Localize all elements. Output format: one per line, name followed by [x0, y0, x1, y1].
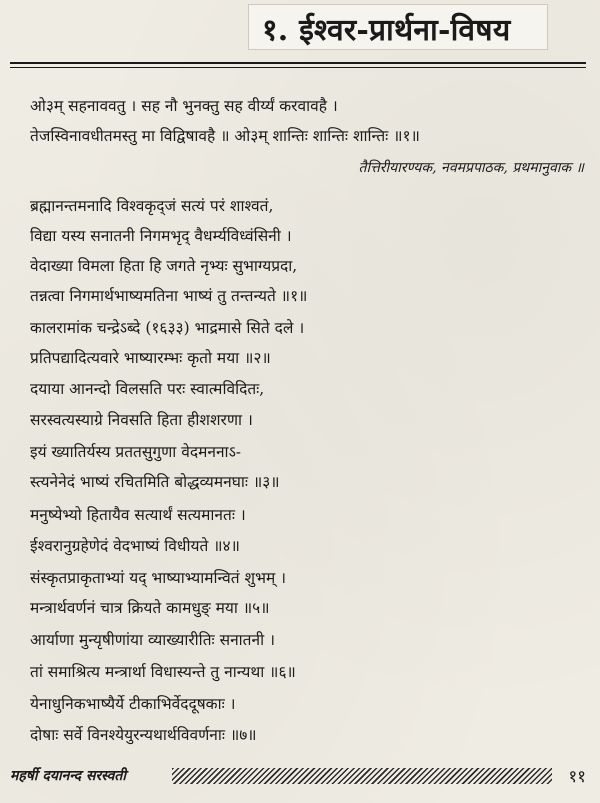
- verse-line: दोषाः सर्वे विनश्येयुरन्यथार्थविवर्णनाः ॥७॥: [30, 726, 257, 744]
- page-number: ११: [568, 767, 586, 787]
- footer-author: महर्षी दयानन्द सरस्वती: [10, 768, 127, 784]
- verse-line: ईश्वरानुग्रहेणेदं वेदभाष्यं विधीयते ॥४॥: [30, 537, 240, 555]
- source-citation: तैत्तिरीयारण्यक, नवमप्रपाठक, प्रथमानुवाक ॥: [358, 160, 584, 176]
- verse-line: मन्त्रार्थवर्णनं चात्र क्रियते कामधुङ् मया ॥५॥: [30, 599, 270, 617]
- verse-line: संस्कृतप्राकृताभ्यां यद् भाष्याभ्यामन्वितं शुभम् ।: [30, 569, 287, 587]
- page-title: १. ईश्वर-प्रार्थना-विषय: [262, 13, 511, 48]
- invocation-line-1: ओ३म् सहनाववतु । सह नौ भुनक्तु सह वीर्य्यं करवावहै ।: [30, 97, 338, 115]
- header-rule-thick: [10, 62, 586, 64]
- verse-line: सरस्वत्यस्याग्रे निवसति हिता हीशशरणा ।: [30, 411, 253, 429]
- verse-line: कालरामांक चन्द्रेऽब्दे (१६३३) भाद्रमासे सिते दले ।: [30, 319, 305, 337]
- verse-line: आर्याणा मुन्यृषीणांया व्याख्यारीतिः सनातनी ।: [30, 631, 275, 649]
- invocation-line-2: तेजस्विनावधीतमस्तु मा विद्विषावहै ॥ ओ३म् शान्तिः शान्तिः शान्तिः ॥१॥: [30, 127, 420, 145]
- footer-hatched-bar: [172, 768, 552, 784]
- verse-line: स्त्यनेनेदं भाष्यं रचितमिति बोद्धव्यमनघाः ॥३॥: [30, 473, 280, 491]
- verse-line: दयाया आनन्दो विलसति परः स्वात्मविदितः,: [30, 380, 265, 398]
- verse-line: विद्या यस्य सनातनी निगमभृद् वैधर्म्यविध्वंसिनी ।: [30, 227, 292, 245]
- verse-line: तां समाश्रित्य मन्त्रार्था विधास्यन्ते तु नान्यथा ॥६॥: [30, 663, 296, 681]
- header-rule-thin: [10, 67, 586, 68]
- verse-line: वेदाख्या विमला हिता हि जगते नृभ्यः सुभाग्यप्रदा,: [30, 257, 298, 275]
- verse-line: प्रतिपद्यादित्यवारे भाष्यारम्भः कृतो मया ॥२॥: [30, 349, 271, 367]
- verse-line: ब्रह्मानन्तमनादि विश्वकृद्जं सत्यं परं शाश्वतं,: [30, 197, 274, 215]
- verse-line: तन्नत्वा निगमार्थभाष्यमतिना भाष्यं तु तन्तन्यते ॥१॥: [30, 287, 308, 305]
- verse-line: इयं ख्यातिर्यस्य प्रततसुगुणा वेदमननाऽ-: [30, 443, 242, 461]
- verse-line: मनुष्येभ्यो हितायैव सत्यार्थं सत्यमानतः ।: [30, 506, 246, 524]
- verse-line: येनाधुनिकभाष्यैर्ये टीकाभिर्वेददूषकाः ।: [30, 695, 236, 713]
